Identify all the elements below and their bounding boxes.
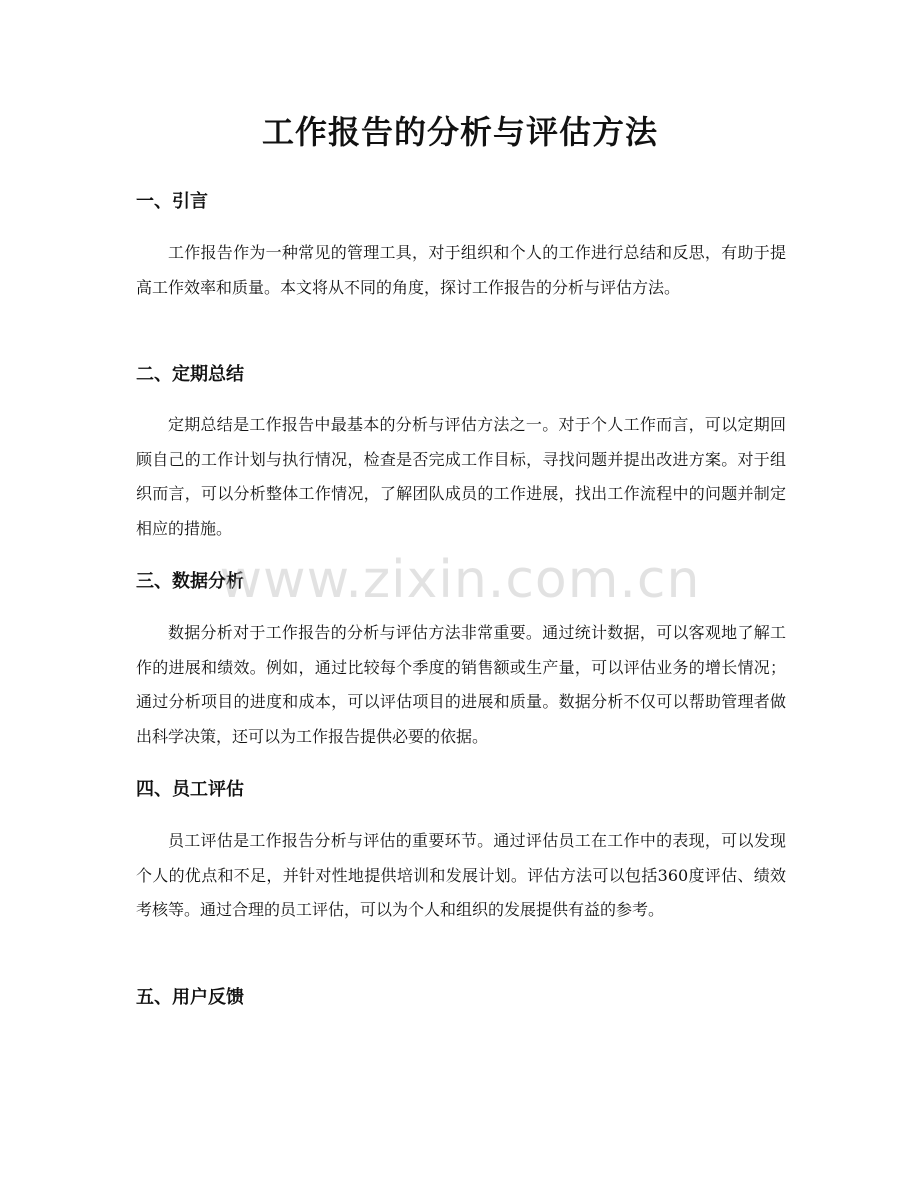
document-title: 工作报告的分析与评估方法 xyxy=(261,113,658,151)
section-heading-data-analysis: 三、数据分析 xyxy=(136,571,244,592)
section-body-employee-evaluation: 员工评估是工作报告分析与评估的重要环节。通过评估员工在工作中的表现，可以发现个人的优点和不足，并针对性地提供培训和发展计划。评估方法可以包括360度评估、绩效考核等。通过合理的员工评估，可以为个人和组织的发展提供有益的参考。 xyxy=(136,831,786,919)
section-heading-employee-evaluation: 四、员工评估 xyxy=(136,779,244,800)
section-body-data-analysis: 数据分析对于工作报告的分析与评估方法非常重要。通过统计数据，可以客观地了解工作的进展和绩效。例如，通过比较每个季度的销售额或生产量，可以评估业务的增长情况；通过分析项目的进度和成本，可以评估项目的进展和质量。数据分析不仅可以帮助管理者做出科学决策，还可以为工作报告提供必要的依据。 xyxy=(136,623,786,746)
section-body-introduction: 工作报告作为一种常见的管理工具，对于组织和个人的工作进行总结和反思，有助于提高工作效率和质量。本文将从不同的角度，探讨工作报告的分析与评估方法。 xyxy=(136,243,786,297)
section-body-periodic-summary: 定期总结是工作报告中最基本的分析与评估方法之一。对于个人工作而言，可以定期回顾自己的工作计划与执行情况，检查是否完成工作目标，寻找问题并提出改进方案。对于组织而言，可以分析整体工作情况，了解团队成员的工作进展，找出工作流程中的问题并制定相应的措施。 xyxy=(136,415,786,538)
watermark: www.zixin.com.cn xyxy=(219,550,701,610)
section-heading-introduction: 一、引言 xyxy=(136,191,208,212)
section-heading-periodic-summary: 二、定期总结 xyxy=(136,364,244,385)
section-heading-user-feedback: 五、用户反馈 xyxy=(136,987,244,1008)
